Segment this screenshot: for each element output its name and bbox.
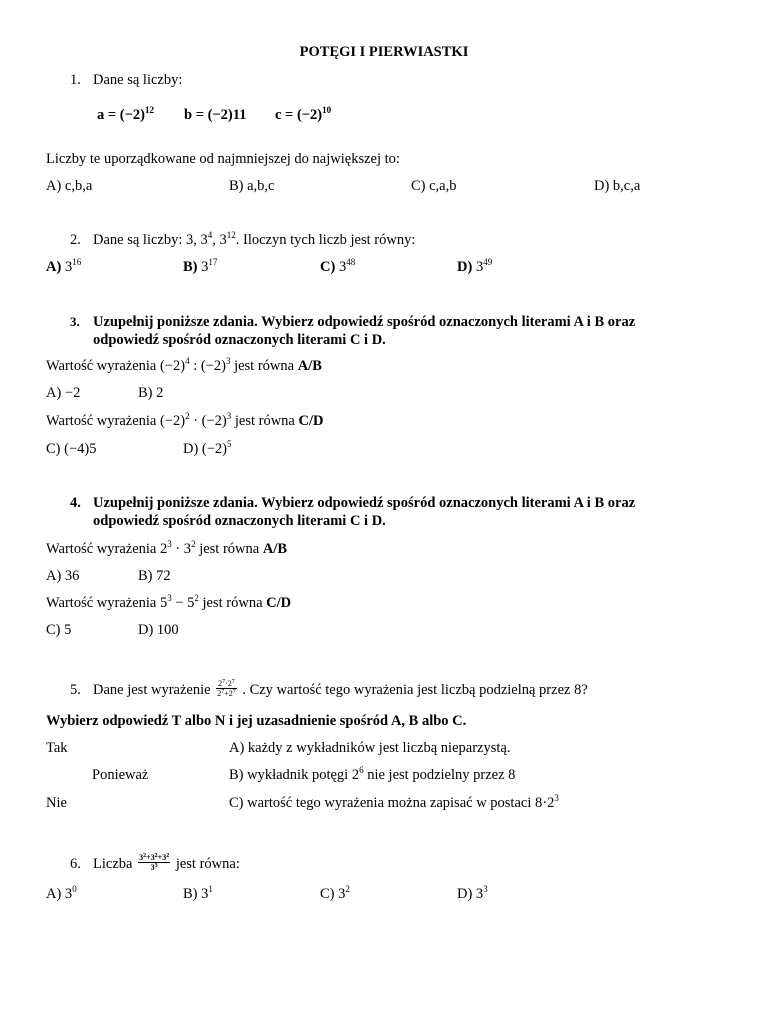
page-title: POTĘGI I PIERWIASTKI (299, 44, 469, 60)
q2-option-a[interactable]: A) $3^{16}$ (46, 257, 82, 275)
q3-instruction-line1: Uzupełnij poniższe zdania. Wybierz odpowiedź spośród oznaczonych literami A i B oraz (93, 314, 636, 330)
q4-instruction-line2: odpowiedź spośród oznaczonych literami C i D. (93, 513, 386, 529)
q6-text: Liczba $\frac{3^2+3^2+3^2}{3^3}$ jest równa: (93, 853, 240, 873)
q1-option-a[interactable]: A) c,b,a (46, 178, 93, 194)
q5-fraction: $\frac{2^7\cdot 2^7}{2^7+2^7}$ (217, 679, 236, 699)
q6-option-b[interactable]: B) $3^1$ (183, 884, 213, 902)
q5-ponieważ: Ponieważ (92, 767, 149, 783)
q1-option-b[interactable]: B) a,b,c (229, 178, 275, 194)
q5-option-tak[interactable]: Tak (46, 740, 68, 756)
q5-number: 5. (70, 682, 81, 698)
q4-sentence-2: Wartość wyrażenia $5^3 - 5^2$ jest równa C/D (46, 593, 292, 611)
q1-value-a: $a = (-2)^{12}$ (97, 105, 154, 123)
q3-sentence-1: Wartość wyrażenia $(-2)^4$ : $(-2)^3$ jest równa A/B (46, 356, 322, 374)
q6-option-a[interactable]: A) $3^0$ (46, 884, 77, 902)
q1-option-c[interactable]: C) c,a,b (411, 178, 457, 194)
q4-option-b[interactable]: B) 72 (138, 568, 171, 584)
q3-option-a[interactable]: A) −2 (46, 385, 81, 401)
q3-option-c[interactable]: C) (−4)5 (46, 441, 97, 457)
q5-reason-c[interactable]: C) wartość tego wyrażenia można zapisać w postaci $8\cdot 2^3$ (229, 793, 559, 811)
q1-number: 1. (70, 72, 81, 88)
q2-option-c[interactable]: C) $3^{48}$ (320, 257, 356, 275)
q3-option-b[interactable]: B) 2 (138, 385, 164, 401)
q2-option-b[interactable]: B) $3^{17}$ (183, 257, 218, 275)
q5-instruction: Wybierz odpowiedź T albo N i jej uzasadnienie spośród A, B albo C. (46, 713, 467, 729)
q5-text: Dane jest wyrażenie $\frac{2^7\cdot 2^7}{2^7+2^7}$ . Czy wartość tego wyrażenia jest liczbą podzielną przez 8? (93, 679, 588, 699)
q6-fraction: $\frac{3^2+3^2+3^2}{3^3}$ (139, 853, 170, 873)
q3-sentence-2: Wartość wyrażenia $(-2)^2 \cdot (-2)^3$ jest równa C/D (46, 411, 324, 429)
q2-option-d[interactable]: D) $3^{49}$ (457, 257, 493, 275)
q4-option-d[interactable]: D) 100 (138, 622, 179, 638)
q6-option-d[interactable]: D) $3^3$ (457, 884, 488, 902)
q5-option-nie[interactable]: Nie (46, 795, 67, 811)
q1-value-c: $c = (-2)^{10}$ (275, 105, 332, 123)
q2-text: Dane są liczby: 3, $3^4$, $3^{12}$. Iloczyn tych liczb jest równy: (93, 230, 416, 248)
q1-value-b: b = (−2)11 (184, 107, 247, 123)
q2-number: 2. (70, 232, 81, 248)
q4-option-a[interactable]: A) 36 (46, 568, 80, 584)
q4-instruction-line1: Uzupełnij poniższe zdania. Wybierz odpowiedź spośród oznaczonych literami A i B oraz (93, 495, 636, 511)
q1-option-d[interactable]: D) b,c,a (594, 178, 641, 194)
q6-option-c[interactable]: C) $3^2$ (320, 884, 350, 902)
q3-instruction-line2: odpowiedź spośród oznaczonych literami C i D. (93, 332, 386, 348)
q4-option-c[interactable]: C) 5 (46, 622, 72, 638)
q4-number: 4. (70, 495, 81, 511)
q3-number: 3. (70, 314, 80, 329)
q3-option-d[interactable]: D) $(-2)^5$ (183, 439, 232, 457)
q6-number: 6. (70, 856, 81, 872)
q1-question: Liczby te uporządkowane od najmniejszej do największej to: (46, 151, 400, 167)
q5-reason-b[interactable]: B) wykładnik potęgi $2^6$ nie jest podzielny przez 8 (229, 765, 516, 783)
q4-sentence-1: Wartość wyrażenia $2^3 \cdot 3^2$ jest równa A/B (46, 539, 287, 557)
q1-intro: Dane są liczby: (93, 72, 183, 88)
q5-reason-a[interactable]: A) każdy z wykładników jest liczbą nieparzystą. (229, 740, 511, 756)
